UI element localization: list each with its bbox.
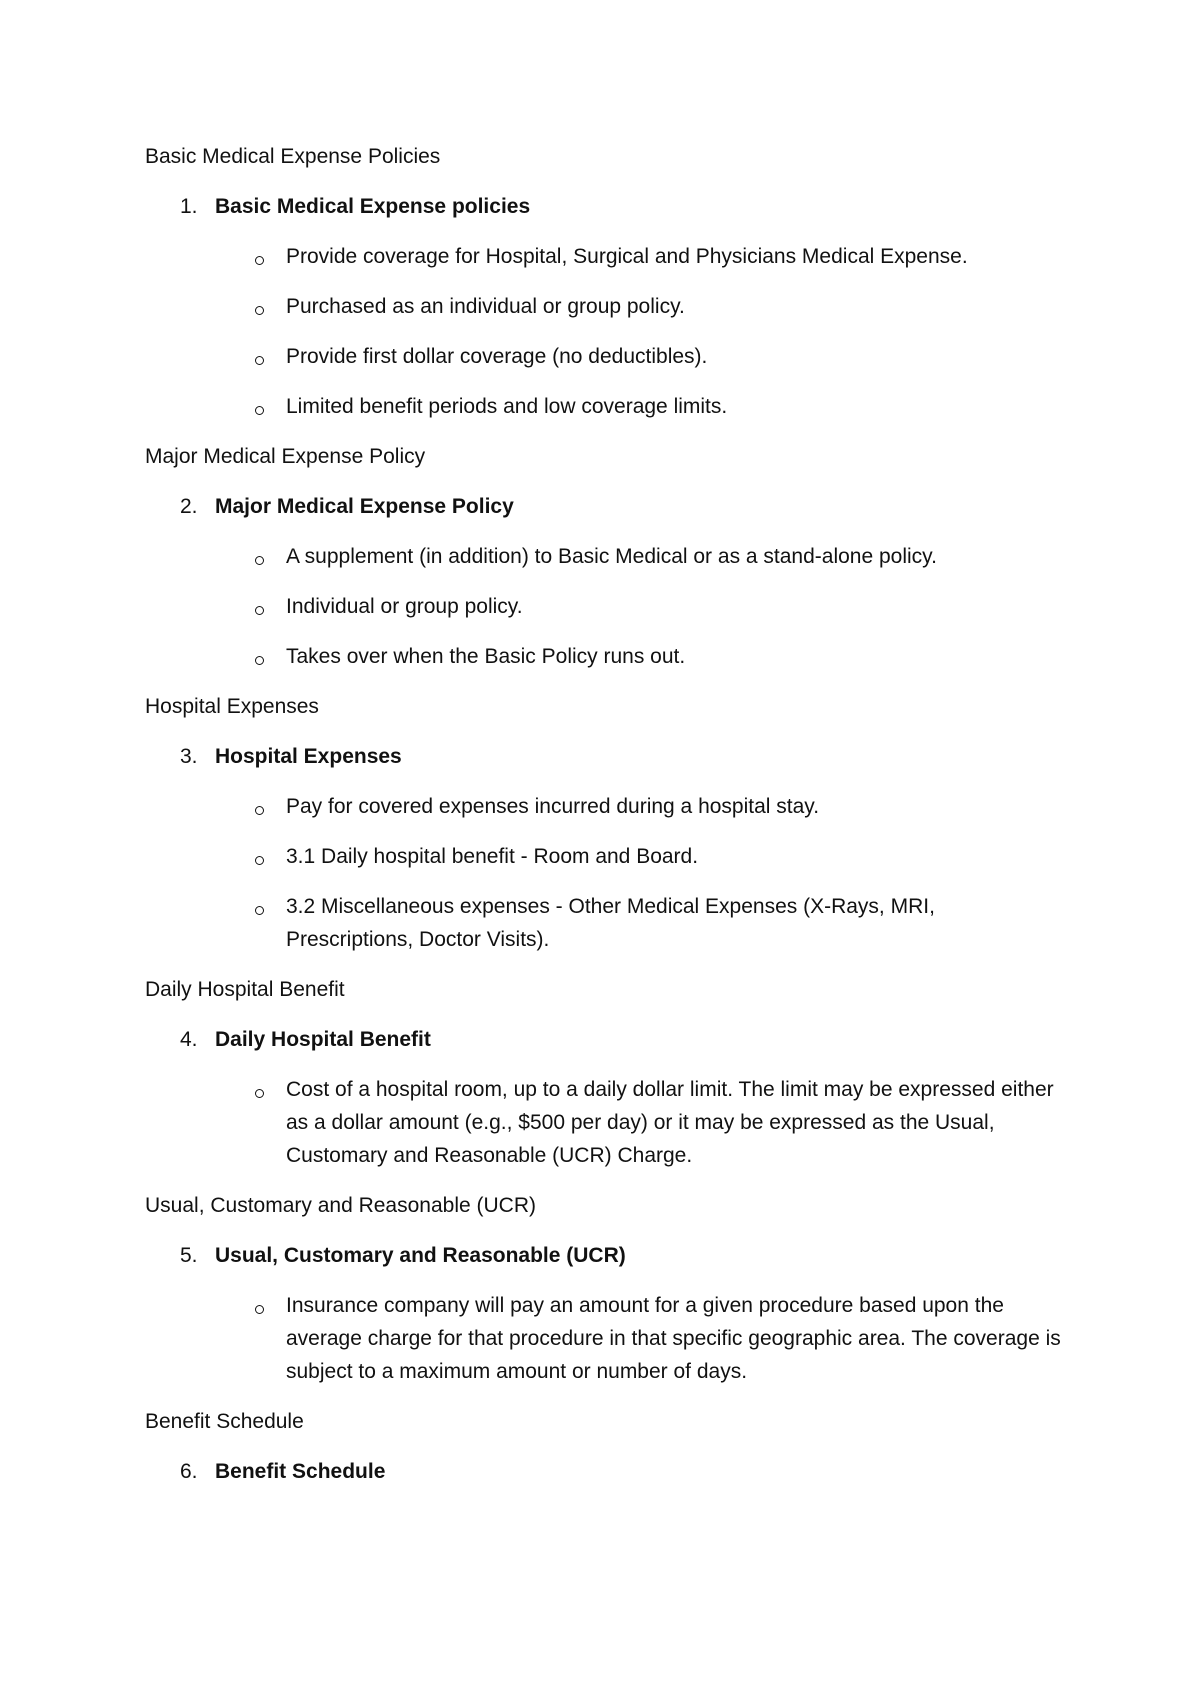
- section: [145, 690, 1065, 956]
- bullet-item: [145, 290, 1065, 323]
- numbered-item: [145, 740, 1065, 773]
- bullet-item: [145, 640, 1065, 673]
- numbered-item: [145, 490, 1065, 523]
- circle-bullet-icon: [252, 790, 266, 823]
- item-title: Basic Medical Expense policies: [215, 195, 531, 218]
- section-heading: Basic Medical Expense Policies: [145, 145, 441, 168]
- circle-bullet-icon: [252, 890, 266, 923]
- bullet-list: [145, 790, 1065, 956]
- item-number: 1.: [180, 195, 198, 218]
- item-title: Benefit Schedule: [215, 1460, 386, 1483]
- bullet-list: [145, 540, 1065, 673]
- numbered-item: [145, 1023, 1065, 1056]
- bullet-text: 3.1 Daily hospital benefit - Room and Board.: [286, 845, 699, 868]
- bullet-item: [145, 340, 1065, 373]
- section-heading: Usual, Customary and Reasonable (UCR): [145, 1194, 536, 1217]
- document-body: [145, 140, 1065, 1505]
- bullet-item: [145, 540, 1065, 573]
- bullet-item: [145, 1289, 1065, 1388]
- bullet-item: [145, 840, 1065, 873]
- circle-bullet-icon: [252, 340, 266, 373]
- section-heading: Major Medical Expense Policy: [145, 445, 426, 468]
- bullet-list: [145, 240, 1065, 423]
- section-heading: Benefit Schedule: [145, 1410, 304, 1433]
- bullet-item: [145, 390, 1065, 423]
- bullet-text: Insurance company will pay an amount for a given procedure based upon the average charge for that procedure in that specific geographic area. The coverage is subject to a maximum amount or number of days.: [286, 1294, 1061, 1383]
- bullet-item: [145, 590, 1065, 623]
- section: [145, 140, 1065, 423]
- bullet-text: Individual or group policy.: [286, 595, 523, 618]
- item-number: 2.: [180, 495, 198, 518]
- section: [145, 440, 1065, 673]
- bullet-text: Provide coverage for Hospital, Surgical and Physicians Medical Expense.: [286, 245, 968, 268]
- numbered-item: [145, 1239, 1065, 1272]
- bullet-item: [145, 240, 1065, 273]
- item-number: 6.: [180, 1460, 198, 1483]
- item-number: 4.: [180, 1028, 198, 1051]
- section-heading: Daily Hospital Benefit: [145, 978, 345, 1001]
- bullet-text: Limited benefit periods and low coverage limits.: [286, 395, 728, 418]
- bullet-text: 3.2 Miscellaneous expenses - Other Medical Expenses (X-Rays, MRI, Prescriptions, Doctor Visits).: [286, 895, 935, 951]
- section-heading: Hospital Expenses: [145, 695, 319, 718]
- circle-bullet-icon: [252, 240, 266, 273]
- bullet-text: Pay for covered expenses incurred during a hospital stay.: [286, 795, 820, 818]
- item-title: Usual, Customary and Reasonable (UCR): [215, 1244, 626, 1267]
- item-title: Hospital Expenses: [215, 745, 402, 768]
- circle-bullet-icon: [252, 1289, 266, 1322]
- section: [145, 1189, 1065, 1388]
- circle-bullet-icon: [252, 1073, 266, 1106]
- bullet-item: [145, 890, 1065, 956]
- circle-bullet-icon: [252, 640, 266, 673]
- bullet-list: [145, 1073, 1065, 1172]
- section: [145, 1405, 1065, 1488]
- bullet-item: [145, 1073, 1065, 1172]
- item-number: 3.: [180, 745, 198, 768]
- circle-bullet-icon: [252, 390, 266, 423]
- circle-bullet-icon: [252, 290, 266, 323]
- bullet-text: Purchased as an individual or group policy.: [286, 295, 685, 318]
- bullet-text: A supplement (in addition) to Basic Medical or as a stand-alone policy.: [286, 545, 937, 568]
- bullet-text: Cost of a hospital room, up to a daily dollar limit. The limit may be expressed either as a dollar amount (e.g., $500 per day) or it may be expressed as the Usual, Customary and Reasonable (UCR) Charge.: [286, 1078, 1054, 1167]
- item-title: Major Medical Expense Policy: [215, 495, 514, 518]
- circle-bullet-icon: [252, 590, 266, 623]
- bullet-text: Takes over when the Basic Policy runs out.: [286, 645, 686, 668]
- numbered-item: [145, 190, 1065, 223]
- bullet-list: [145, 1289, 1065, 1388]
- circle-bullet-icon: [252, 840, 266, 873]
- item-number: 5.: [180, 1244, 198, 1267]
- item-title: Daily Hospital Benefit: [215, 1028, 431, 1051]
- bullet-text: Provide first dollar coverage (no deductibles).: [286, 345, 708, 368]
- section: [145, 973, 1065, 1172]
- numbered-item: [145, 1455, 1065, 1488]
- bullet-item: [145, 790, 1065, 823]
- circle-bullet-icon: [252, 540, 266, 573]
